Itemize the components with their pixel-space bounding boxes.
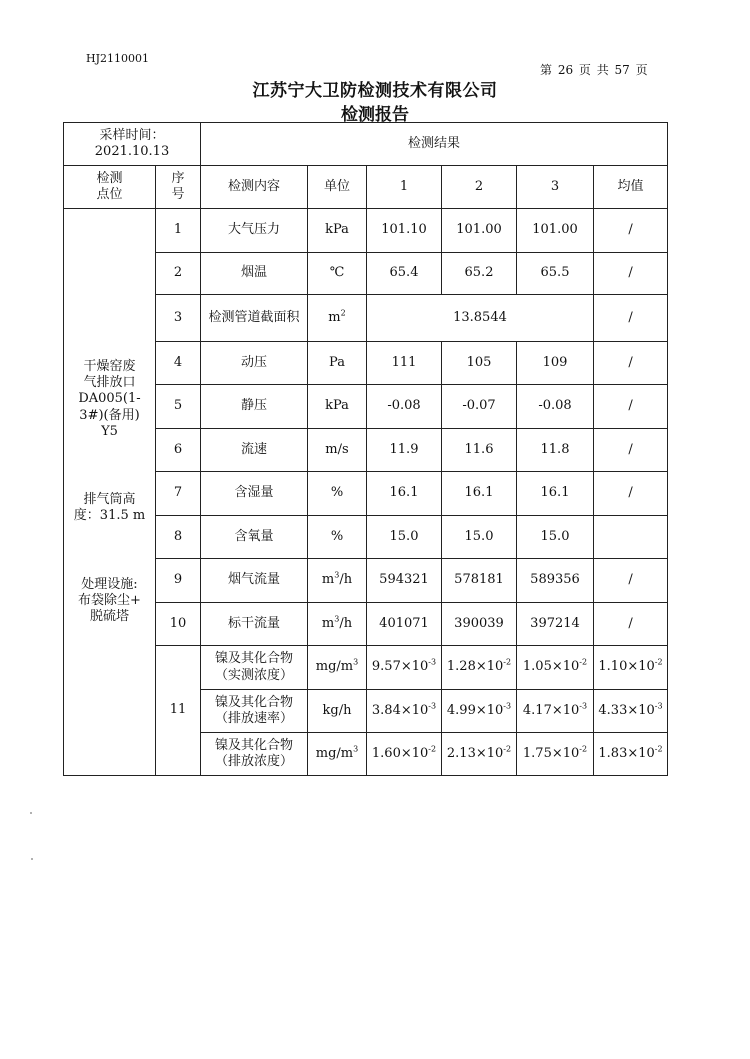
table-row: 2 烟温 ℃ 65.4 65.2 65.5 / [64, 253, 668, 295]
col-seq-header: 序号 [156, 166, 201, 209]
table-row: 9 烟气流量 $m^3/h$ 594321 578181 589356 / [64, 559, 668, 603]
sampling-time-label: 采样时间： [99, 127, 165, 143]
table-row: 镍及其化合物 （排放速率） kg/h $3.84\times 10^{-3}$ $4.99\times 10^{-3}$ $4.17\times 10^{-3}$ $4.33\times 10^{-3}$ [64, 690, 668, 733]
company-name: 江苏宁大卫防检测技术有限公司 [252, 81, 498, 101]
table-row: 干燥窑废 气排放口 DA005(1- 3#)(备用) Y5 排气筒高 度：31.5 m 处理设施: 布袋除尘+ 脱硫塔 1 大气压力 kPa 101.10 101.00 101.00 / [64, 209, 668, 253]
table-row: 11 镍及其化合物 （实测浓度） $mg/m^3$ $9.57\times 10^{-3}$ $1.28\times 10^{-2}$ $1.05\times 10^{-2}$ $1.10\times 10^{-2}$ [64, 646, 668, 690]
sampling-time-cell [64, 123, 201, 166]
table-row: 10 标干流量 $m^3/h$ 401071 390039 397214 / [64, 603, 668, 646]
results-table [63, 122, 668, 776]
col-run2-header: 2 [442, 166, 517, 209]
page-number: 第 26 页 共 57 页 [540, 63, 648, 77]
document-id: HJ2110001 [86, 52, 149, 65]
scan-mark [30, 812, 32, 814]
table-row: 7 含湿量 % 16.1 16.1 16.1 / [64, 472, 668, 516]
report-title: 检测报告 [341, 105, 409, 125]
results-header: 检测结果 [201, 123, 668, 166]
col-run1-header: 1 [367, 166, 442, 209]
table-row: 8 含氧量 % 15.0 15.0 15.0 [64, 516, 668, 559]
table-row: 4 动压 Pa 111 105 109 / [64, 342, 668, 385]
scan-mark [31, 858, 33, 860]
sampling-point-cell: 干燥窑废 气排放口 DA005(1- 3#)(备用) Y5 排气筒高 度：31.5 m 处理设施: 布袋除尘+ 脱硫塔 [64, 209, 156, 776]
merged-area-value: 13.8544 [367, 295, 594, 342]
table-row: 5 静压 kPa -0.08 -0.07 -0.08 / [64, 385, 668, 429]
col-avg-header: 均值 [594, 166, 668, 209]
table-row: 3 检测管道截面积 $m^2$ 13.8544 / [64, 295, 668, 342]
table-row: 6 流速 m/s 11.9 11.6 11.8 / [64, 429, 668, 472]
col-run3-header: 3 [517, 166, 594, 209]
table-row: 镍及其化合物 （排放浓度） $mg/m^3$ $1.60\times 10^{-2}$ $2.13\times 10^{-2}$ $1.75\times 10^{-2}$ $1.83\times 10^{-2}$ [64, 733, 668, 776]
col-unit-header: 单位 [308, 166, 367, 209]
col-point-header: 检测点位 [64, 166, 156, 209]
col-item-header: 检测内容 [201, 166, 308, 209]
sampling-date: 2021.10.13 [94, 144, 170, 159]
nickel-seq: 11 [156, 646, 201, 776]
